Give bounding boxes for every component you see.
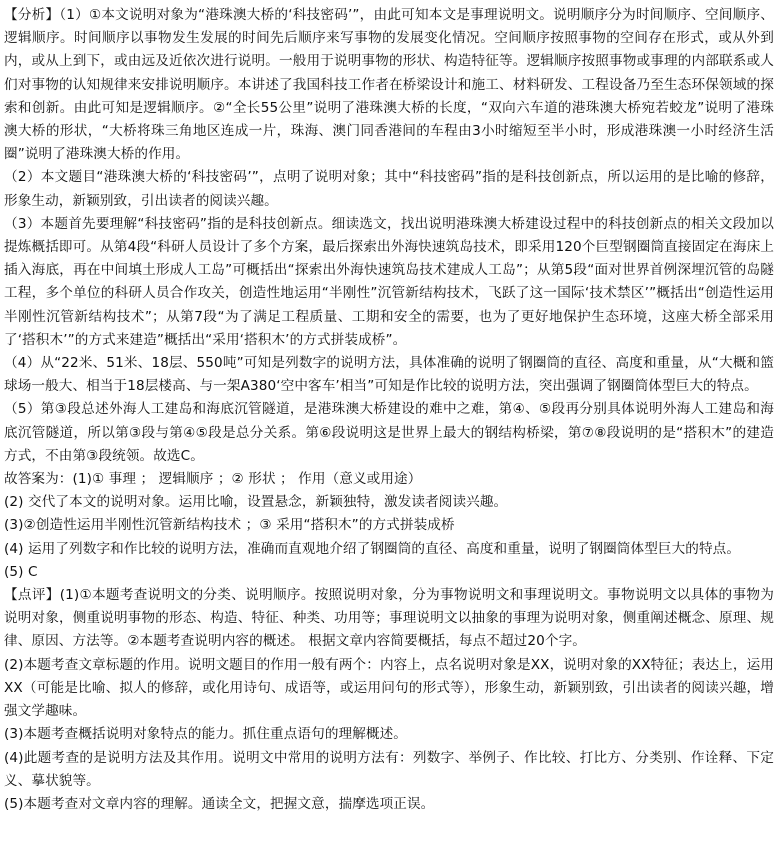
comment-paragraph-5: (5)本题考查对文章内容的理解。通读全文，把握文意，揣摩选项正误。 xyxy=(4,795,435,812)
comment-paragraph-1: 【点评】(1)①本题考查说明文的分类、说明顺序。按照说明对象，分为事物说明文和事理说明文。事物说明文以具体的事物为说明对象，侧重说明事物的形态、构造、特征、种类、功用等；事理说明文以抽象的事理为说明对象，侧重阐述概念、原理、规律、原因、方法等。②本题考查说明内容的概述。 根据文章内容简要概括，每点不超过20个字。 xyxy=(4,587,774,650)
analysis-paragraph-3: （3）本题首先要理解“科技密码”指的是科技创新点。细读选文，找出说明港珠澳大桥建设过程中的科技创新点的相关文段加以提炼概括即可。从第4段“科研人员设计了多个方案，最后探索出外海快速筑岛技术，即采用120个巨型钢圈筒直接固定在海床上插入海底，再在中间填土形成人工岛”可概括出“探索出外海快速筑岛技术建成人工岛”；从第5段“面对世界首例深埋沉管的岛隧工程，多个单位的科研人员合作攻关，创造性地运用“半刚性”沉管新结构技术，飞跃了这一国际‘技术禁区’”概括出“创造性运用半刚性沉管新结构技术”；从第7段“为了满足工程质量、工期和安全的需要，也为了更好地保护生态环境，这座大桥全部采用了‘搭积木’”的方式来建造”概括出“采用‘搭积木’的方式拼装成桥”。 xyxy=(4,215,774,348)
answer-line-2: (2) 交代了本文的说明对象。运用比喻，设置悬念，新颖独特，激发读者阅读兴趣。 xyxy=(4,494,508,511)
answer-line-5: (5) C xyxy=(4,563,38,580)
analysis-paragraph-2: （2）本文题目“港珠澳大桥的‘科技密码’”，点明了说明对象；其中“科技密码”指的是科技创新点，所以运用的是比喻的修辞，形象生动，新颖别致，引出读者的阅读兴趣。 xyxy=(4,169,774,209)
comment-paragraph-2: (2)本题考查文章标题的作用。说明文题目的作用一般有两个：内容上，点名说明对象是XX，说明对象的XX特征；表达上，运用XX（可能是比喻、拟人的修辞，或化用诗句、成语等，或运用问句的形式等），形象生动，新颖别致，引出读者的阅读兴趣，增强文学趣味。 xyxy=(4,656,774,720)
analysis-paragraph-1: 【分析】（1）①本文说明对象为“港珠澳大桥的‘科技密码’”，由此可知本文是事理说明文。说明顺序分为时间顺序、空间顺序、逻辑顺序。时间顺序以事物发生发展的时间先后顺序来写事物的发展变化情况。空间顺序按照事物的空间存在形式，或从外到内，或从上到下，或由远及近依次进行说明。一般用于说明事物的形状、构造特征等。逻辑顺序按照事物或事理的内部联系或人们对事物的认知规律来安排说明顺序。本讲述了我国科技工作者在桥梁设计和施工、材料研发、工程设备乃至生态环保领域的探索和创新。由此可知是逻辑顺序。②“全长55公里”说明了港珠澳大桥的长度，“双向六车道的港珠澳大桥宛若蛟龙”说明了港珠澳大桥的形状，“大桥将珠三角地区连成一片，珠海、澳门同香港间的车程由3小时缩短至半小时，形成港珠澳一小时经济生活圈”说明了港珠澳大桥的作用。 xyxy=(4,7,774,163)
answer-line-3: (3)②创造性运用半刚性沉管新结构技术 ；③ 采用“搭积木”的方式拼装成桥 xyxy=(4,517,455,534)
answer-line-1: 故答案为：(1)① 事理 ； 逻辑顺序 ；② 形状 ； 作用（意义或用途） xyxy=(4,471,422,488)
comment-paragraph-4: (4)此题考查的是说明方法及其作用。说明文中常用的说明方法有：列数字、举例子、作比较、打比方、分类别、作诠释、下定义、摹状貌等。 xyxy=(4,749,774,789)
analysis-paragraph-4: （4）从“22米、51米、18层、550吨”可知是列数字的说明方法，具体准确的说明了钢圈筒的直径、高度和重量，从“大概和篮球场一般大、相当于18层楼高、与一架A380‘空中客车’相当”可知是作比较的说明方法，突出强调了钢圈筒体型巨大的特点。 xyxy=(4,355,774,395)
analysis-paragraph-5: （5）第③段总述外海人工建岛和海底沉管隧道，是港珠澳大桥建设的难中之难，第④、⑤段再分别具体说明外海人工建岛和海底沉管隧道，所以第③段与第④⑤段是总分关系。第⑥段说明这是世界上最大的钢结构桥梁，第⑦⑧段说明的是“搭积木”的建造方式，不由第③段统领。故选C。 xyxy=(4,401,774,464)
comment-paragraph-3: (3)本题考查概括说明对象特点的能力。抓住重点语句的理解概述。 xyxy=(4,726,407,743)
answer-line-4: (4) 运用了列数字和作比较的说明方法，准确而直观地介绍了钢圈筒的直径、高度和重量，说明了钢圈筒体型巨大的特点。 xyxy=(4,540,741,557)
